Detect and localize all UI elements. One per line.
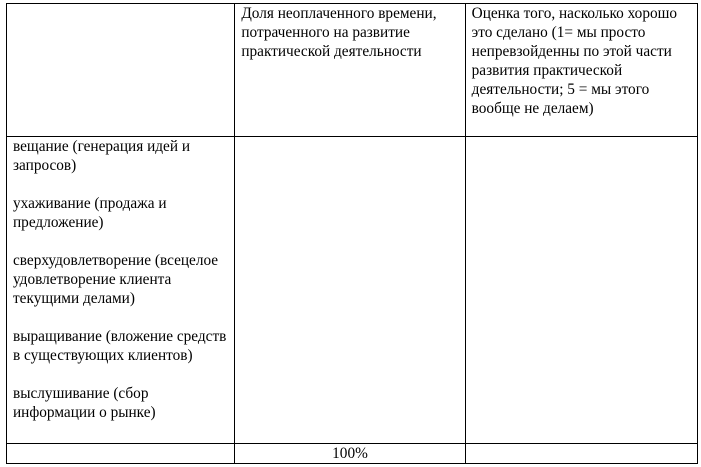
- header-empty-cell: [7, 4, 235, 137]
- total-empty-rating-cell: [465, 444, 697, 464]
- activity-courting: ухаживание (продажа и предложение): [13, 195, 167, 231]
- activities-list-cell: [7, 137, 235, 444]
- header-row: [7, 4, 698, 137]
- time-share-input-cell[interactable]: [235, 137, 465, 444]
- activity-overdelivering: сверхудовлетворение (всецелое удовлетворение клиента текущими делами): [13, 252, 219, 307]
- activity-nurturing: выращивание (вложение средств в существующих клиентов): [13, 328, 227, 364]
- quality-rating-input-cell[interactable]: [465, 137, 697, 444]
- total-empty-cell: [7, 444, 235, 464]
- activity-listening: выслушивание (сбор информации о рынке): [13, 385, 156, 421]
- activities-row: [7, 137, 698, 444]
- total-row: [7, 444, 698, 464]
- activity-broadcasting: вещание (генерация идей и запросов): [13, 138, 191, 174]
- header-time-share: Доля неоплаченного времени, потраченного на развитие практической деятельности: [235, 4, 465, 137]
- practice-development-table: [6, 3, 698, 464]
- total-value: 100%: [235, 444, 465, 464]
- header-quality-rating: Оценка того, насколько хорошо это сделано (1= мы просто непревзойденны по этой части развития практической деятельности; 5 = мы этого вообще не делаем): [465, 4, 697, 137]
